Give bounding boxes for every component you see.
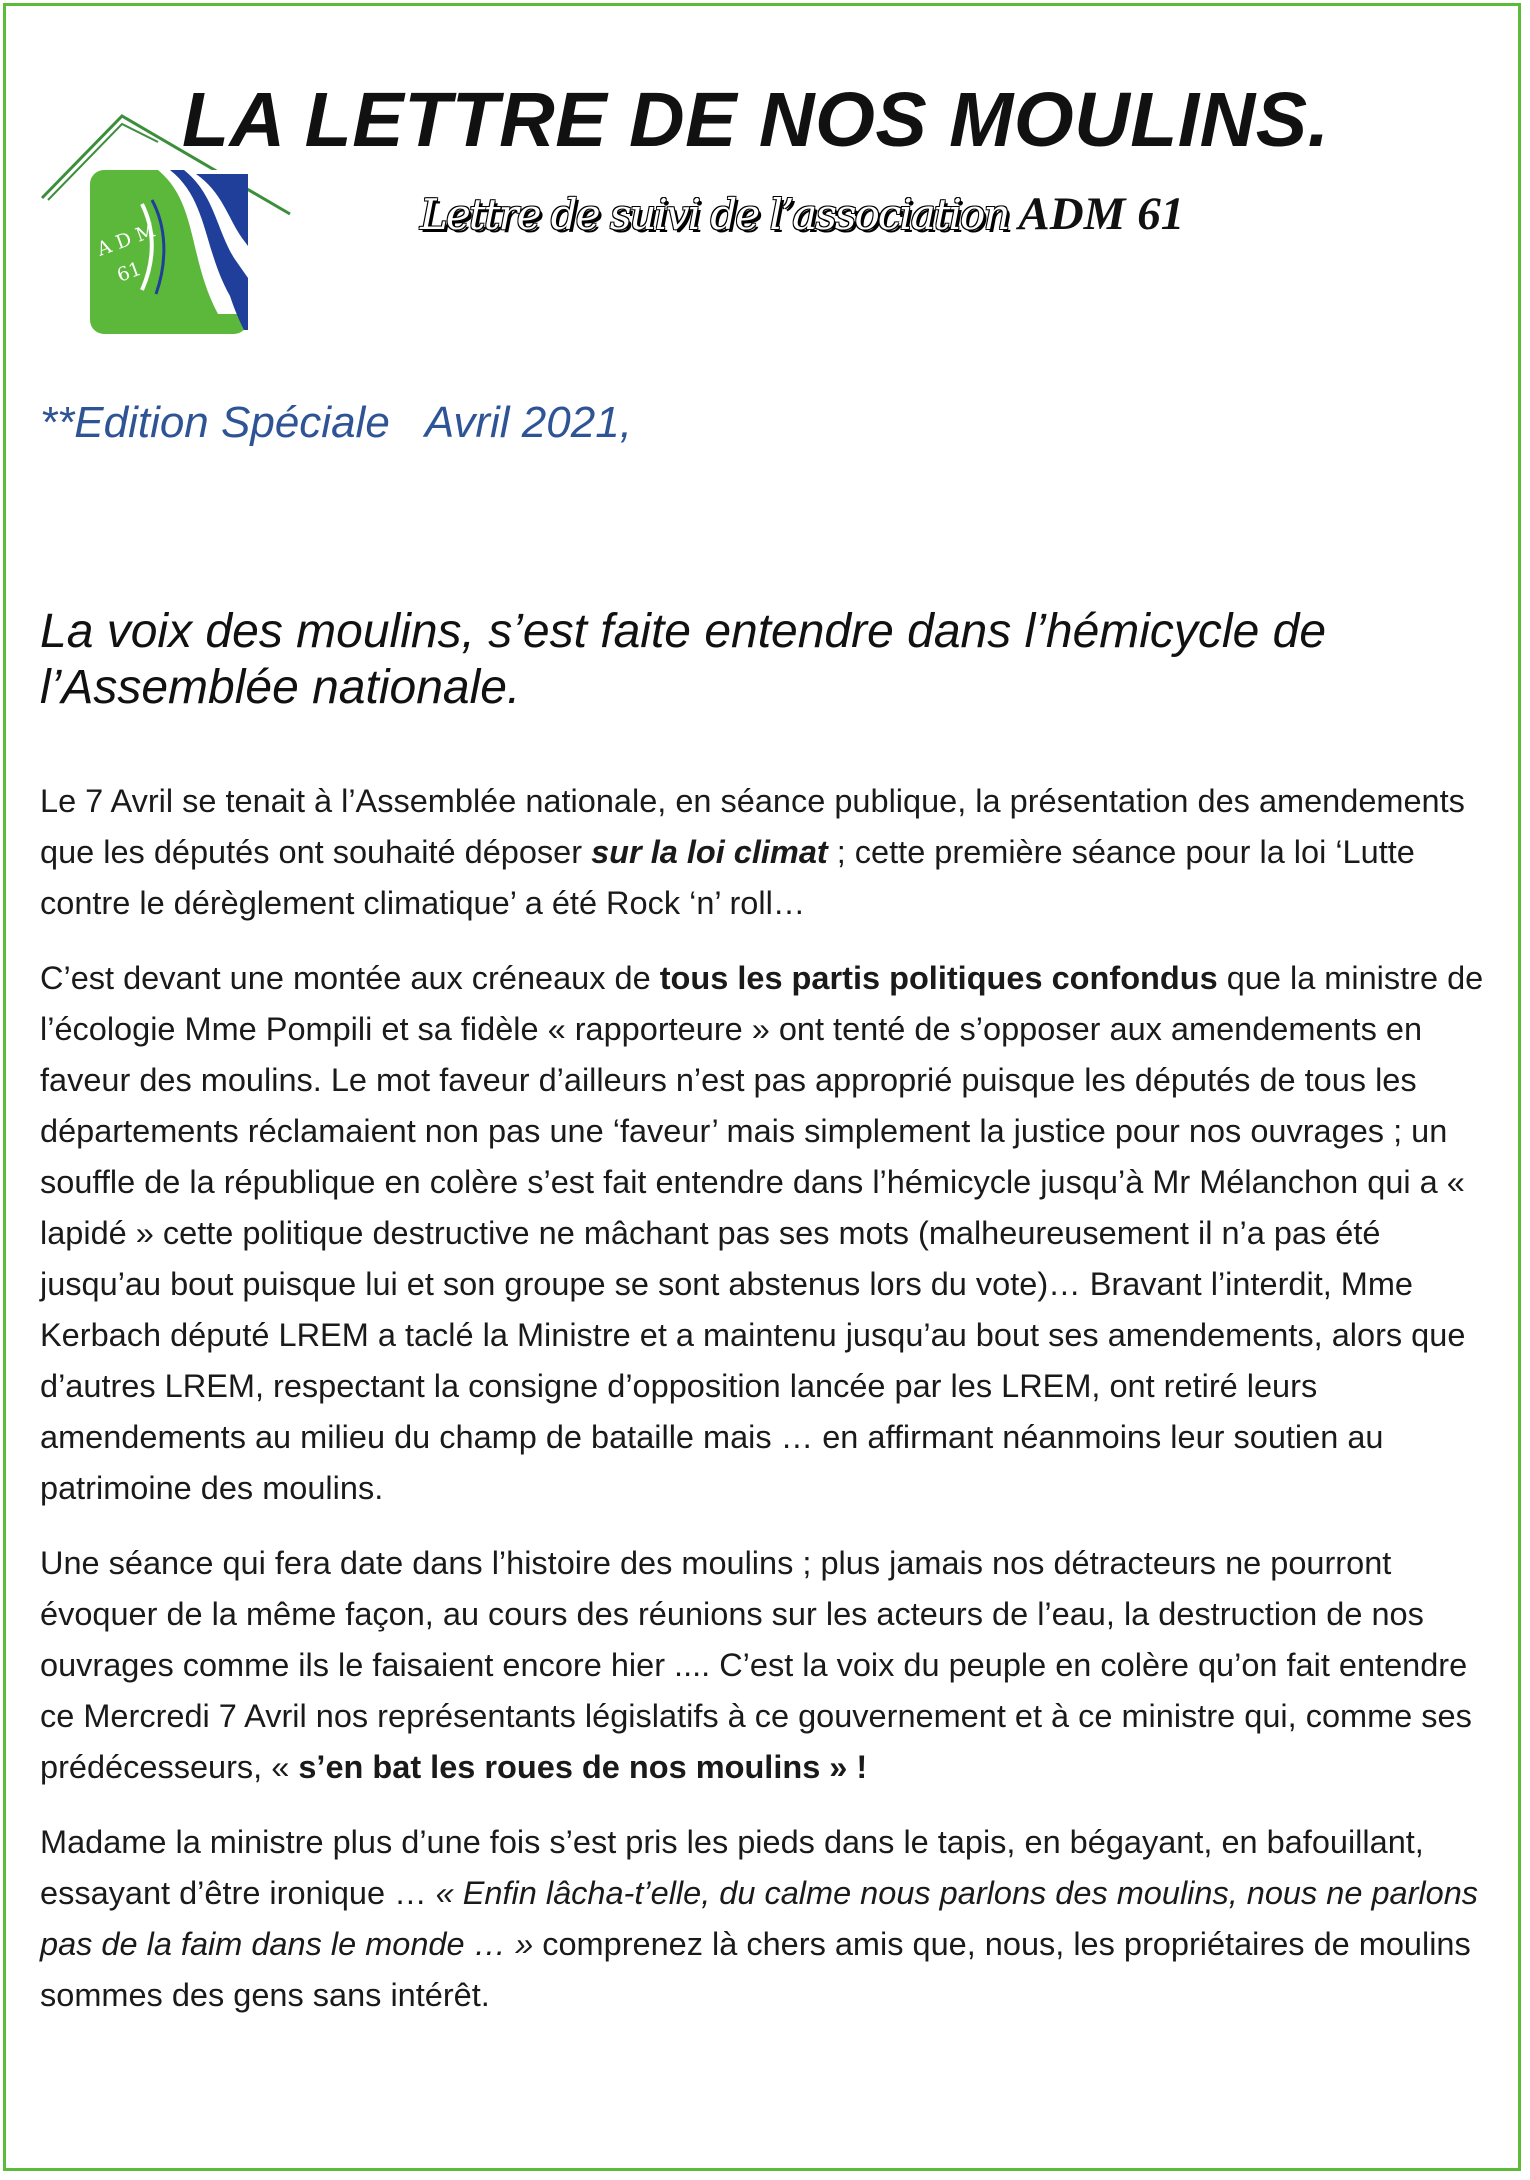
p1-text-c: ; cette première séance pour la loi ‘Lutte contre le dérèglement climatique’ a été Rock ‘n’ roll…	[40, 834, 1415, 921]
p2-text-c: que la ministre de l’écologie Mme Pompili et sa fidèle « rapporteure » ont tenté de s’opposer aux amendements en faveur des moulins. Le mot faveur d’ailleurs n’est pas approprié puisque les députés de tous les départements réclamaient non pas une ‘faveur’ mais simplement la justice pour nos ouvrages ; un souffle de la république en colère s’est fait entendre dans l’hémicycle jusqu’à Mr Mélanchon qui a « lapidé » cette politique destructive ne mâchant pas ses mots (malheureusement il n’a pas été jusqu’au bout puisque lui et son groupe se sont abstenus lors du vote)… Bravant l’interdit, Mme Kerbach député LREM a taclé la Ministre et a maintenu jusqu’au bout ses amendements, alors que d’autres LREM, respectant la consigne d’opposition lancée par les LREM, ont retiré leurs amendements au milieu du champ de bataille mais … en affirmant néanmoins leur soutien au patrimoine des moulins.	[40, 960, 1484, 1506]
p2-emphasis: tous les partis politiques confondus	[659, 960, 1218, 996]
p1-emphasis: sur la loi climat	[591, 834, 828, 870]
p1-text-a: Le 7 Avril se tenait à l’Assemblée nationale, en séance publique, la présentation des amendements que les députés ont souhaité déposer	[40, 783, 1465, 870]
newsletter-subtitle	[420, 186, 1184, 241]
p2-text-a: C’est devant une montée aux créneaux de	[40, 960, 660, 996]
subtitle-script: Lettre de suivi de l’association	[420, 190, 1009, 239]
article-headline: La voix des moulins, s’est faite entendre dans l’hémicycle de l’Assemblée nationale.	[40, 605, 1327, 714]
paragraph-2	[40, 953, 1500, 1514]
paragraph-3	[40, 1538, 1500, 1793]
article-body	[40, 776, 1500, 2045]
p3-text-a: Une séance qui fera date dans l’histoire des moulins ; plus jamais nos détracteurs ne pourront évoquer de la même façon, au cours des réunions sur les acteurs de l’eau, la destruction de nos ouvrages comme ils le faisaient encore hier .... C’est la voix du peuple en colère qu’on fait entendre ce Mercredi 7 Avril nos représentants législatifs à ce gouvernement et à ce ministre qui, comme ses prédécesseurs, «	[40, 1545, 1472, 1785]
p3-emphasis: s’en bat les roues de nos moulins » !	[298, 1749, 868, 1785]
paragraph-1	[40, 776, 1500, 929]
p4-text-a: Madame la ministre plus d’une fois s’est pris les pieds dans le tapis, en bégayant, en bafouillant, essayant d’être ironique …	[40, 1824, 1424, 1911]
logo-text-adm: A D M	[94, 219, 159, 261]
newsletter-title: LA LETTRE DE NOS MOULINS.	[182, 77, 1330, 163]
edition-label: **Edition Spéciale Avril 2021,	[40, 398, 632, 447]
subtitle-org: ADM 61	[1018, 188, 1185, 240]
p4-quote: « Enfin lâcha-t’elle, du calme nous parlons des moulins, nous ne parlons pas de la faim dans le monde … »	[40, 1875, 1479, 1962]
logo-text-61: 61	[114, 257, 145, 287]
paragraph-4	[40, 1817, 1500, 2021]
p4-text-c: comprenez là chers amis que, nous, les propriétaires de moulins sommes des gens sans intérêt.	[40, 1926, 1471, 2013]
